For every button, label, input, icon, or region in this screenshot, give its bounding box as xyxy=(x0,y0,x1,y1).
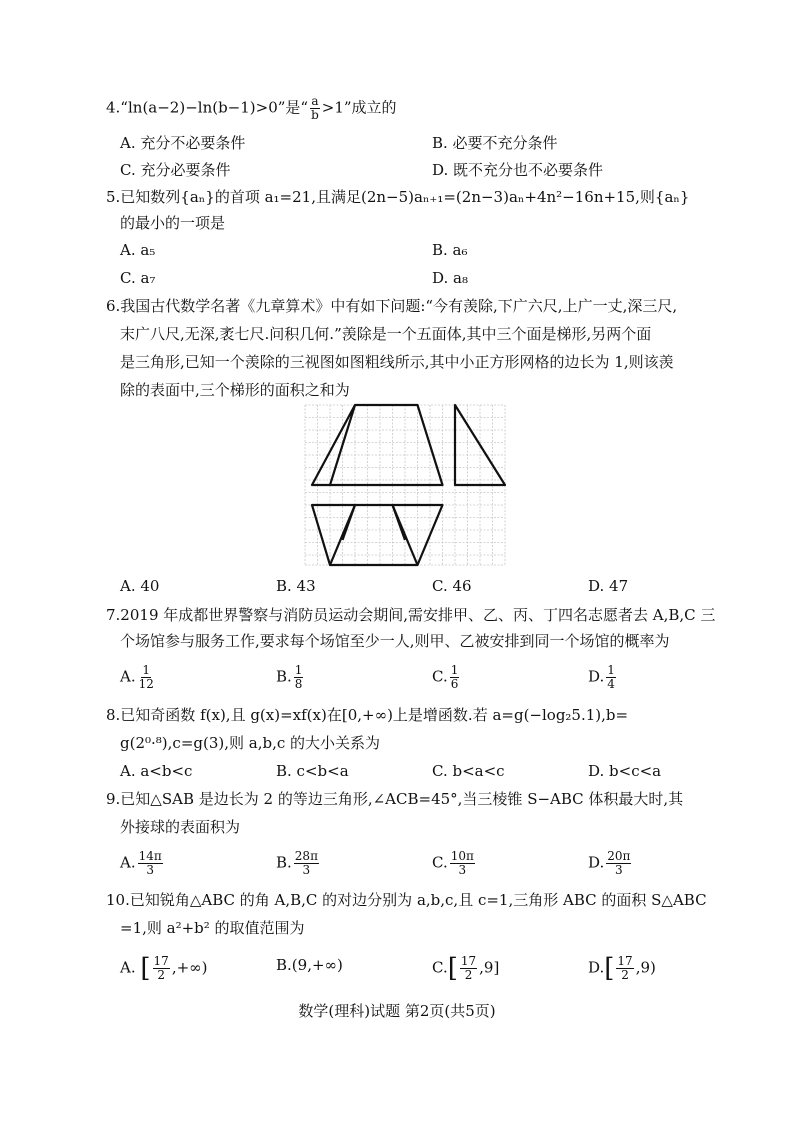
q6-option-c: C. 46 xyxy=(432,577,472,595)
q10-option-a: A. [ $\frac{17}{2}$ ,+∞) xyxy=(120,953,208,984)
q9-option-d: D. $\frac{20\pi}{3}$ xyxy=(588,849,631,877)
q6-line1: 6.我国古代数学名著《九章算术》中有如下问题:“今有羡除,下广六尺,上广一丈,深三尺, xyxy=(106,297,678,315)
q6-option-b: B. 43 xyxy=(276,577,316,595)
q9-option-c: C. $\frac{10\pi}{3}$ xyxy=(432,849,474,877)
q5-option-a: A. a₅ xyxy=(120,241,156,259)
q4-option-b: B. 必要不充分条件 xyxy=(432,134,558,152)
q7-option-a: A. $\frac{1}{12}$ xyxy=(120,663,154,691)
q4-fraction: $\frac{a}{b}$ xyxy=(311,94,319,122)
q6-line4: 除的表面中,三个梯形的面积之和为 xyxy=(120,381,350,399)
q6-line2: 末广八尺,无深,袤七尺.问积几何.”羡除是一个五面体,其中三个面是梯形,另两个面 xyxy=(120,325,652,343)
q8-option-d: D. b<c<a xyxy=(588,762,662,780)
q8-option-a: A. a<b<c xyxy=(120,762,193,780)
q9-line1: 9.已知△SAB 是边长为 2 的等边三角形,∠ACB=45°,当三棱锥 S−ABC 体积最大时,其 xyxy=(106,790,684,808)
q10-line2: =1,则 a²+b² 的取值范围为 xyxy=(120,919,305,937)
q10-option-c: C.[ $\frac{17}{2}$ ,9] xyxy=(432,953,500,984)
q7-option-c: C. $\frac{1}{6}$ xyxy=(432,663,459,691)
q6-line3: 是三角形,已知一个羡除的三视图如图粗线所示,其中小正方形网格的边长为 1,则该羡 xyxy=(120,353,674,371)
q5-option-b: B. a₆ xyxy=(432,241,468,259)
q4-stem: 4.“ln(a−2)−ln(b−1)>0”是“ $\frac{a}{b}$ >1”成立的 xyxy=(106,94,397,122)
q8-line2: g(2⁰·⁸),c=g(3),则 a,b,c 的大小关系为 xyxy=(120,734,381,752)
q7-option-b: B. $\frac{1}{8}$ xyxy=(276,663,303,691)
q10-option-b: B.(9,+∞) xyxy=(276,956,343,974)
q8-option-b: B. c<b<a xyxy=(276,762,349,780)
q9-line2: 外接球的表面积为 xyxy=(120,818,241,836)
q6-option-a: A. 40 xyxy=(120,577,160,595)
q8-line1: 8.已知奇函数 f(x),且 g(x)=xf(x)在[0,+∞)上是增函数.若 a=g(−log₂5.1),b= xyxy=(106,706,629,724)
q5-line2: 的最小的一项是 xyxy=(120,214,226,232)
q9-option-a: A. $\frac{14\pi}{3}$ xyxy=(120,849,162,877)
q7-line2: 个场馆参与服务工作,要求每个场馆至少一人,则甲、乙被安排到同一个场馆的概率为 xyxy=(120,632,670,650)
q4-option-a: A. 充分不必要条件 xyxy=(120,134,246,152)
q10-option-d: D.[ $\frac{17}{2}$ ,9) xyxy=(588,953,656,984)
q8-option-c: C. b<a<c xyxy=(432,762,505,780)
q7-line1: 7.2019 年成都世界警察与消防员运动会期间,需安排甲、乙、丙、丁四名志愿者去 A,B,C 三 xyxy=(106,606,716,624)
front-view xyxy=(312,405,443,485)
top-view xyxy=(312,505,443,565)
q4-option-c: C. 充分必要条件 xyxy=(120,161,231,179)
q10-line1: 10.已知锐角△ABC 的角 A,B,C 的对边分别为 a,b,c,且 c=1,三角形 ABC 的面积 S△ABC xyxy=(106,891,707,909)
q5-line1: 5.已知数列{aₙ}的首项 a₁=21,且满足(2n−5)aₙ₊₁=(2n−3)aₙ+4n²−16n+15,则{aₙ} xyxy=(106,188,690,206)
q7-option-d: D. $\frac{1}{4}$ xyxy=(588,663,615,691)
q9-option-b: B. $\frac{28\pi}{3}$ xyxy=(276,849,318,877)
q5-option-d: D. a₈ xyxy=(432,269,468,287)
q5-option-c: C. a₇ xyxy=(120,269,156,287)
page-footer: 数学(理科)试题 第2页(共5页) xyxy=(298,1002,496,1020)
three-view-figure xyxy=(300,400,515,570)
q4-option-d: D. 既不充分也不必要条件 xyxy=(432,161,604,179)
q6-option-d: D. 47 xyxy=(588,577,629,595)
